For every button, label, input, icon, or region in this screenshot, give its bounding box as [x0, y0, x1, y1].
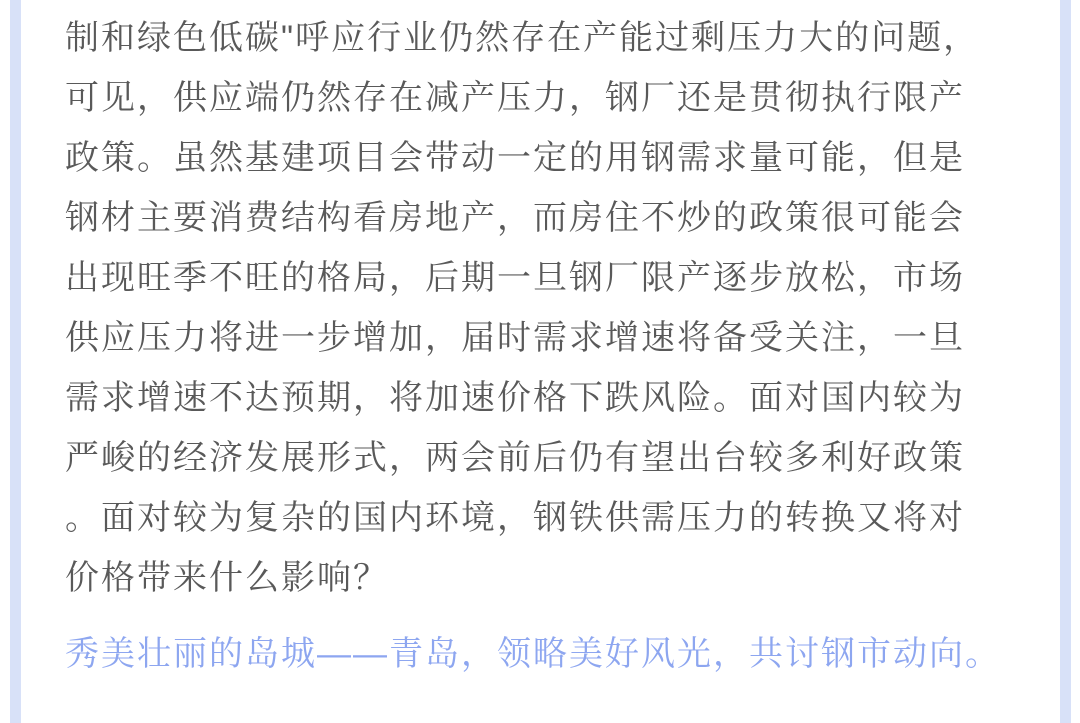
paragraph-line: 价格带来什么影响？	[65, 559, 389, 597]
paragraph-line: 供应压力将进一步增加，届时需求增速将备受关注，一旦	[65, 319, 965, 357]
paragraph-line: 政策。虽然基建项目会带动一定的用钢需求量可能，但是	[65, 139, 965, 177]
article-paragraph	[65, 8, 1015, 608]
right-edge-stripe	[1060, 0, 1071, 723]
paragraph-line: 。面对较为复杂的国内环境，钢铁供需压力的转换又将对	[65, 499, 965, 537]
left-edge-stripe	[10, 0, 21, 723]
paragraph-line: 钢材主要消费结构看房地产，而房住不炒的政策很可能会	[65, 199, 965, 237]
paragraph-line: 严峻的经济发展形式，两会前后仍有望出台较多利好政策	[65, 439, 965, 477]
article-link[interactable]: 秀美壮丽的岛城——青岛，领略美好风光，共讨钢市动向。	[65, 635, 1001, 673]
paragraph-line: 制和绿色低碳"呼应行业仍然存在产能过剩压力大的问题，	[65, 19, 980, 57]
paragraph-line: 可见，供应端仍然存在减产压力，钢厂还是贯彻执行限产	[65, 79, 965, 117]
article-page	[65, 8, 1015, 684]
paragraph-line: 需求增速不达预期，将加速价格下跌风险。面对国内较为	[65, 379, 965, 417]
paragraph-line: 出现旺季不旺的格局，后期一旦钢厂限产逐步放松，市场	[65, 259, 965, 297]
